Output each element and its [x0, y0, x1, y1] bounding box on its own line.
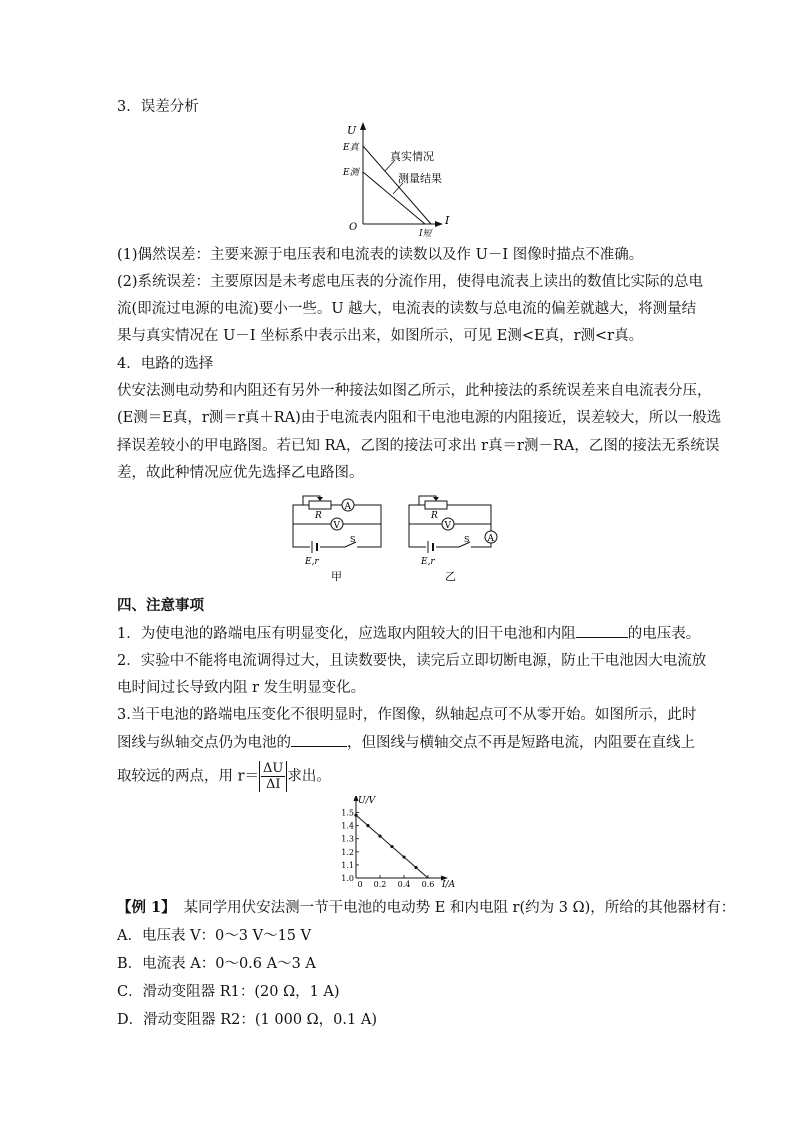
svg-text:V: V [444, 521, 451, 531]
x-tick-label: 0 [357, 880, 363, 889]
svg-text:S: S [464, 535, 470, 544]
y-tick-label: 1.3 [341, 834, 354, 844]
example-1-intro: 【例 1】 某同学用伏安法测一节干电池的电动势 E 和内电阻 r(约为 3 Ω)，所给的其他器材有： [117, 899, 736, 916]
u-axis-arrow [360, 122, 366, 130]
svg-text:A: A [344, 502, 351, 512]
abs-fraction [259, 761, 287, 792]
note-2-line-2: 电时间过长导致内阻 r 发生明显变化。 [117, 680, 366, 696]
option-a: A．电压表 V：0～3 V～15 V [117, 928, 312, 944]
rheostat-b [425, 501, 447, 509]
note-3-line-3: 取较远的两点，用 r＝ $\frac{\Delta U}{\Delta I}$ 求出。 [117, 761, 331, 792]
y-tick-label: 1.0 [341, 874, 354, 883]
option-d: D．滑动变阻器 R2：(1 000 Ω，0.1 A) [117, 1012, 377, 1028]
y-tick-label: 1.2 [341, 847, 354, 857]
x-tick-label: 0.6 [421, 880, 435, 889]
frac-denominator: ΔI [265, 777, 281, 792]
answer-blank-1[interactable] [576, 623, 628, 638]
svg-text:R: R [431, 511, 438, 521]
system-error-line-2: 流(即流过电源的电流)要小一些。U 越大，电流表的读数与总电流的偏差就越大，将测量结 [117, 301, 697, 317]
y-axis-title: U/V [358, 796, 376, 806]
e-true-label: E真 [343, 143, 359, 153]
option-c: C．滑动变阻器 R1：(20 Ω，1 A) [117, 984, 340, 1000]
example-tag: 【例 1】 [117, 899, 176, 916]
x-tick-label: 0.4 [397, 880, 411, 889]
circuit-choice-line-3: 择误差较小的甲电路图。若已知 RA，乙图的接法可求出 r真＝r测－RA，乙图的接法无系统误 [117, 438, 720, 454]
x-axis-title: I/A [442, 880, 455, 890]
origin-label: O [349, 222, 358, 233]
y-tick-label: 1.4 [341, 821, 354, 831]
caption-b: 乙 [445, 570, 456, 583]
i-axis-label: I [445, 214, 450, 227]
data-point [402, 855, 405, 858]
e-meas-label: E测 [343, 168, 359, 178]
circuit-diagrams [285, 492, 515, 584]
note-1: 1．为使电池的路端电压有明显变化，应选取内阻较大的旧干电池和内阻 的电压表。 [117, 623, 700, 644]
svg-text:R: R [315, 511, 322, 521]
data-point [414, 866, 417, 869]
svg-text:S: S [350, 535, 356, 544]
option-b: B．电流表 A：0～0.6 A～3 A [117, 956, 316, 972]
note-3-line-2: 图线与纵轴交点仍为电池的 ，但图线与横轴交点不再是短路电流，内阻要在直线上 [117, 732, 695, 753]
svg-text:E,r: E,r [305, 557, 319, 567]
svg-text:A: A [487, 534, 494, 544]
y-tick-label: 1.5 [341, 808, 354, 818]
ui-error-figure [335, 120, 465, 238]
measured-result-label: 测量结果 [398, 172, 442, 185]
circuit-choice-line-1: 伏安法测电动势和内阻还有另外一种接法如图乙所示，此种接法的系统误差来自电流表分压， [117, 383, 712, 399]
section-heading-notes: 四、注意事项 [117, 597, 204, 614]
caption-a: 甲 [331, 570, 342, 583]
i-axis-arrow [435, 221, 443, 227]
section-heading-circuit-choice: 4．电路的选择 [117, 356, 214, 372]
u-axis-label: U [347, 124, 357, 137]
data-point [390, 845, 393, 848]
true-case-label: 真实情况 [390, 150, 434, 163]
circuit-b [409, 496, 497, 583]
i-short-label: I短 [419, 229, 432, 238]
note-3-line-1: 3.当干电池的路端电压变化不很明显时，作图像，纵轴起点可不从零开始。如图所示，此时 [117, 707, 697, 723]
y-tick-label: 1.1 [341, 860, 354, 870]
svg-text:E,r: E,r [421, 557, 435, 567]
rheostat-a [309, 501, 331, 509]
circuit-choice-line-4: 差，故此种情况应优先选择乙电路图。 [117, 465, 364, 481]
answer-blank-2[interactable] [291, 732, 347, 747]
data-point [378, 835, 381, 838]
note-2-line-1: 2．实验中不能将电流调得过大，且读数要快，读完后立即切断电源，防止干电池因大电流放 [117, 653, 707, 669]
system-error-line-3: 果与真实情况在 U－I 坐标系中表示出来，如图所示，可见 E测<E真，r测<r真。 [117, 328, 644, 344]
data-point [354, 814, 357, 817]
x-tick-label: 0.2 [373, 880, 387, 889]
data-point [366, 824, 369, 827]
svg-text:V: V [333, 521, 340, 531]
ui-chart [330, 796, 455, 892]
frac-numerator: ΔU [263, 761, 284, 776]
random-error-text: (1)偶然误差：主要来源于电压表和电流表的读数以及作 U－I 图像时描点不准确。 [117, 247, 644, 263]
circuit-a [293, 496, 381, 583]
circuit-choice-line-2: (E测＝E真，r测＝r真＋RA)由于电流表内阻和干电池电源的内阻接近，误差较大，所以一般选 [117, 410, 722, 426]
section-heading-error-analysis: 3．误差分析 [117, 99, 199, 115]
system-error-line-1: (2)系统误差：主要原因是未考虑电压表的分流作用，使得电流表上读出的数值比实际的总电 [117, 274, 704, 290]
